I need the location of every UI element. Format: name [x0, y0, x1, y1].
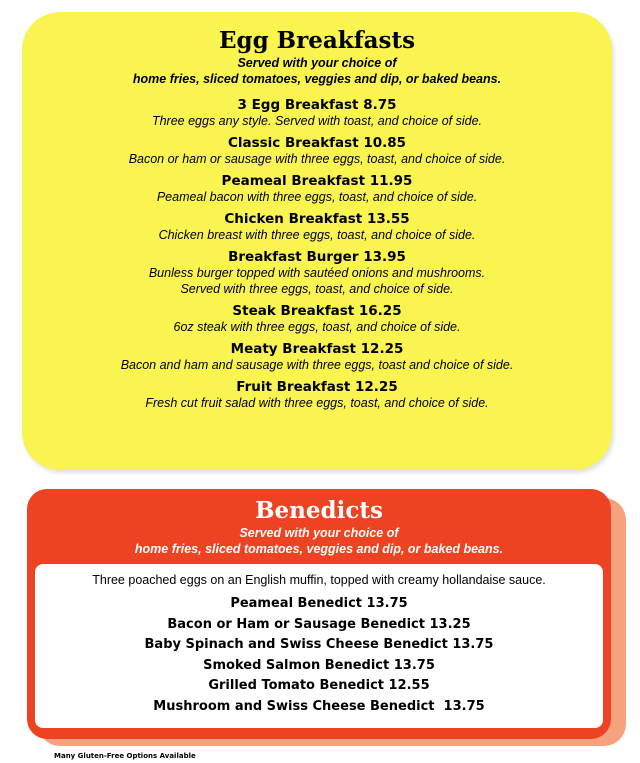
menu-item — [22, 211, 612, 243]
egg-breakfasts-title: Egg Breakfasts — [218, 27, 416, 54]
egg-subtitle-line1: Served with your choice of — [237, 56, 397, 70]
menu-item-name: Classic Breakfast 10.85 — [227, 135, 407, 151]
benedict-item: Baby Spinach and Swiss Cheese Benedict 13.75 — [144, 637, 494, 652]
menu-item-description: Fresh cut fruit salad with three eggs, toast, and choice of side. — [145, 396, 489, 410]
menu-item — [22, 173, 612, 205]
menu-item-name: Fruit Breakfast 12.25 — [236, 379, 398, 395]
menu-item-description: Bacon and ham and sausage with three eggs, toast and choice of side. — [120, 358, 514, 372]
egg-subtitle-line2: home fries, sliced tomatoes, veggies and dip, or baked beans. — [132, 72, 502, 86]
menu-item-description: Bunless burger topped with sautéed onions and mushrooms. — [148, 266, 486, 280]
menu-item-name: 3 Egg Breakfast 8.75 — [237, 97, 397, 113]
benedicts-title: Benedicts — [255, 497, 383, 524]
menu-item — [22, 135, 612, 167]
menu-item-description: Served with three eggs, toast, and choice of side. — [180, 282, 454, 296]
menu-item-description: Peameal bacon with three eggs, toast, and choice of side. — [156, 190, 478, 204]
menu-item-description: Three eggs any style. Served with toast, and choice of side. — [151, 114, 483, 128]
menu-item — [22, 341, 612, 373]
benedict-item: Grilled Tomato Benedict 12.55 — [208, 678, 430, 693]
menu-item-name: Breakfast Burger 13.95 — [228, 249, 406, 265]
benedict-item: Mushroom and Swiss Cheese Benedict 13.75 — [153, 698, 485, 714]
benedicts-intro: Three poached eggs on an English muffin, topped with creamy hollandaise sauce. — [92, 573, 546, 587]
menu-item — [22, 303, 612, 335]
menu-item-description: 6oz steak with three eggs, toast, and choice of side. — [173, 320, 461, 334]
benedict-item: Peameal Benedict 13.75 — [230, 596, 408, 611]
egg-breakfasts-section — [22, 12, 612, 470]
benedicts-subtitle-line1: Served with your choice of — [239, 526, 399, 540]
benedicts-section — [27, 489, 611, 739]
benedicts-subtitle-line2: home fries, sliced tomatoes, veggies and dip, or baked beans. — [134, 542, 504, 556]
egg-menu-list — [22, 97, 612, 411]
menu-item-name: Peameal Breakfast 11.95 — [221, 173, 413, 189]
benedict-item: Bacon or Ham or Sausage Benedict 13.25 — [167, 616, 471, 632]
menu-item-description: Bacon or ham or sausage with three eggs, toast, and choice of side. — [128, 152, 506, 166]
menu-item-name: Meaty Breakfast 12.25 — [230, 341, 404, 357]
benedict-item: Smoked Salmon Benedict 13.75 — [203, 657, 435, 673]
benedicts-menu-box — [35, 564, 603, 728]
menu-item — [22, 249, 612, 297]
menu-item-name: Chicken Breakfast 13.55 — [224, 211, 410, 227]
menu-item — [22, 379, 612, 411]
menu-item-name: Steak Breakfast 16.25 — [232, 303, 402, 319]
menu-item-description: Chicken breast with three eggs, toast, and choice of side. — [158, 228, 476, 242]
menu-item — [22, 97, 612, 129]
benedicts-menu-list — [35, 594, 603, 717]
gluten-free-note: Many Gluten-Free Options Available — [54, 752, 196, 760]
